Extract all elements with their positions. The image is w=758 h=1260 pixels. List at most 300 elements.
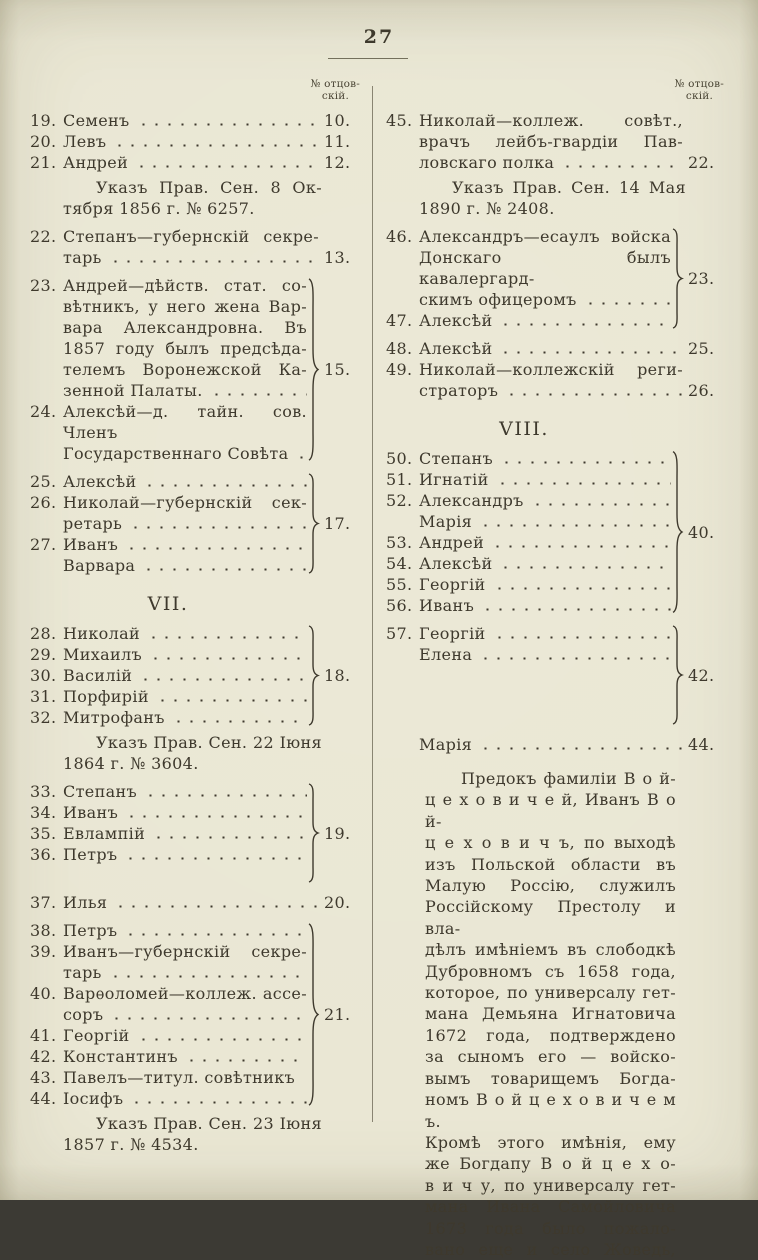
- father-ref-number: 13.: [324, 248, 351, 267]
- entry-text: Алексѣй: [419, 339, 493, 358]
- entries-block: [30, 920, 362, 1109]
- dot-leader: [500, 448, 671, 469]
- paragraph-line: же Богдапу В о й ц е х о-: [425, 1154, 676, 1174]
- entry-group: [386, 623, 726, 727]
- decree-note-line: 1890 г. № 2408.: [419, 199, 555, 218]
- entry-line: [30, 707, 307, 728]
- entries-block: [386, 226, 726, 331]
- entry-line: [386, 310, 671, 331]
- dot-leader: [295, 443, 307, 464]
- group-brace-icon: [307, 623, 319, 728]
- entry-number: 40.: [30, 984, 57, 1003]
- entry-group: [386, 359, 726, 401]
- entry-number: 33.: [30, 782, 57, 801]
- entry-text: Алексѣй: [419, 311, 493, 330]
- entry-lines: [30, 781, 307, 885]
- dot-leader: [109, 962, 307, 983]
- paragraph-line: Дубровномъ съ 1658 года,: [425, 961, 676, 981]
- entry-text: Іосифъ: [63, 1089, 124, 1108]
- entry-line: [30, 443, 307, 464]
- entry-text: Георгій: [419, 624, 486, 643]
- entry-line: [30, 131, 362, 152]
- entry-group: [30, 920, 362, 1109]
- group-brace-icon: [307, 920, 319, 1109]
- entry-group: [386, 734, 726, 755]
- entry-text: Марія: [419, 735, 473, 754]
- entry-text: Николай—губернскій сек-: [63, 493, 307, 512]
- entry-text: Иванъ: [419, 596, 475, 615]
- entry-number: 25.: [30, 472, 57, 491]
- group-brace-icon: [307, 471, 319, 576]
- entry-line: [30, 665, 307, 686]
- father-ref-number: 20.: [324, 893, 351, 912]
- dot-leader: [124, 844, 307, 865]
- entry-lines: [30, 226, 362, 268]
- entry-number: 54.: [386, 554, 413, 573]
- entry-line: [386, 644, 671, 665]
- entry-text: ловскаго полка: [419, 153, 555, 172]
- entry-text: Петръ: [63, 845, 118, 864]
- entry-line: [30, 296, 307, 317]
- entry-text: Донскаго былъ кавалергард-: [419, 248, 671, 288]
- paragraph-line: в и ч у, по универсалу гет-: [425, 1175, 676, 1195]
- decree-note-line: 1864 г. № 3604.: [63, 754, 199, 773]
- entry-text: Николай—коллежскій реги-: [419, 360, 683, 379]
- entry-text: Степанъ: [419, 449, 494, 468]
- entry-line: [30, 941, 307, 962]
- entry-lines: [30, 920, 307, 1109]
- entry-group: [30, 152, 362, 173]
- narrative-paragraph: [425, 768, 676, 1260]
- group-brace-icon: [307, 275, 319, 464]
- entry-text: ретарь: [63, 514, 123, 533]
- dot-leader: [491, 532, 671, 553]
- entry-line: [30, 823, 307, 844]
- entry-text: Степанъ—губернскій секре-: [63, 227, 319, 246]
- entry-line: [30, 492, 307, 513]
- entry-line: [386, 338, 726, 359]
- father-ref-number: 15.: [324, 360, 351, 379]
- entry-text: тарь: [63, 963, 102, 982]
- dot-leader: [113, 131, 319, 152]
- entry-lines: [386, 623, 671, 727]
- dot-leader: [493, 574, 671, 595]
- entry-line: [30, 623, 307, 644]
- entry-line: [386, 553, 671, 574]
- right-column-header: [386, 78, 726, 102]
- entry-text: Степанъ: [63, 782, 138, 801]
- entry-number: 46.: [386, 227, 413, 246]
- paragraph-line: номъ В о й ц е х о в и ч е м ъ.: [425, 1090, 676, 1131]
- entry-text: Порфирій: [63, 687, 149, 706]
- entry-text: Алексѣй: [63, 472, 137, 491]
- entry-line: [386, 247, 671, 289]
- entry-number: [386, 734, 419, 755]
- entry-line: [30, 1004, 307, 1025]
- generation-heading: VII.: [147, 593, 189, 615]
- entry-text: Государственнаго Совѣта: [63, 444, 289, 463]
- entry-line: [386, 131, 726, 152]
- decree-note-line: Указъ Прав. Сен. 23 Іюня: [96, 1114, 322, 1133]
- dot-leader: [479, 511, 671, 532]
- father-ref-number: 26.: [688, 381, 715, 400]
- paragraph-line: ц е х о в и ч ъ, по выходѣ: [425, 833, 676, 853]
- entry-number: 47.: [386, 311, 413, 330]
- entry-text: Семенъ: [63, 111, 130, 130]
- entry-number: 41.: [30, 1026, 57, 1045]
- entries-block: [30, 226, 362, 268]
- left-column-header: [30, 78, 362, 102]
- decree-note: [63, 732, 322, 774]
- entry-lines: [386, 448, 671, 616]
- entry-number: 22.: [30, 227, 57, 246]
- father-ref-number: [319, 226, 362, 247]
- entry-line: [386, 490, 671, 511]
- entries-block: [30, 623, 362, 728]
- right-column: [386, 78, 726, 1260]
- entry-text: Иванъ: [63, 535, 119, 554]
- paragraph-line: дѣлъ имѣніемъ въ слободкѣ: [425, 940, 676, 960]
- group-brace-icon: [671, 226, 683, 331]
- paragraph-line: мана Ивана Самойловича: [425, 1197, 676, 1217]
- father-ref-number: 21.: [324, 1005, 351, 1024]
- dot-leader: [143, 471, 307, 492]
- column-header-line2: скій.: [321, 90, 349, 102]
- entry-line: [30, 1025, 307, 1046]
- paragraph-line: вано еще и село Жоведь,: [425, 1239, 676, 1259]
- entry-line: [30, 686, 307, 707]
- entry-line: [30, 534, 307, 555]
- entry-text: Павелъ—титул. совѣтникъ: [63, 1068, 296, 1087]
- group-brace-icon: [307, 781, 319, 885]
- entry-line: [30, 555, 307, 576]
- entry-number: 34.: [30, 803, 57, 822]
- group-brace-icon: [671, 623, 683, 727]
- dot-leader: [152, 823, 307, 844]
- dot-leader: [130, 1088, 307, 1109]
- paragraph-line: Предокъ фамиліи В о й-: [461, 769, 676, 788]
- entry-line: [386, 734, 726, 755]
- entry-number: 26.: [30, 493, 57, 512]
- entry-number: 38.: [30, 921, 57, 940]
- entry-line: [30, 247, 362, 268]
- entry-number: [30, 962, 63, 983]
- entry-text: Михаилъ: [63, 645, 143, 664]
- entry-lines: [30, 471, 307, 576]
- entry-line: [386, 532, 671, 553]
- entry-number: 49.: [386, 360, 413, 379]
- dot-leader: [124, 920, 307, 941]
- entries-block: [386, 338, 726, 401]
- entry-text: Петръ: [63, 921, 118, 940]
- dot-leader: [114, 892, 319, 913]
- entry-text: Николай: [63, 624, 141, 643]
- entry-line: [386, 469, 671, 490]
- dot-leader: [561, 152, 683, 173]
- entry-line: [386, 359, 726, 380]
- entry-line: [386, 380, 726, 401]
- entry-number: [30, 247, 63, 268]
- dot-leader: [137, 110, 319, 131]
- entry-text: Левъ: [63, 132, 107, 151]
- entry-line: [30, 1088, 307, 1109]
- dot-leader: [210, 380, 307, 401]
- entry-line: [30, 513, 307, 534]
- entries-block: [386, 448, 726, 616]
- dot-leader: [493, 623, 671, 644]
- entry-group: [386, 448, 726, 616]
- entry-line: [30, 338, 307, 359]
- entry-line: [30, 401, 307, 443]
- paragraph-line: изъ Польской области въ: [425, 854, 676, 874]
- father-ref-number: 23.: [688, 269, 715, 288]
- entry-line: [386, 623, 671, 644]
- decree-note-line: 1857 г. № 4534.: [63, 1135, 199, 1154]
- dot-leader: [135, 152, 319, 173]
- entry-number: [386, 131, 419, 152]
- entry-number: 48.: [386, 339, 413, 358]
- entry-text: Александръ—есаулъ войска: [419, 227, 671, 246]
- decree-note: [63, 1113, 322, 1155]
- entry-line: [30, 644, 307, 665]
- entry-lines: [386, 338, 726, 359]
- entry-number: 30.: [30, 666, 57, 685]
- entry-number: 37.: [30, 893, 57, 912]
- entry-group: [386, 338, 726, 359]
- dot-leader: [172, 707, 307, 728]
- dot-leader: [129, 513, 307, 534]
- father-ref-number: 25.: [688, 339, 715, 358]
- entry-line: [30, 844, 307, 865]
- entry-number: 23.: [30, 276, 57, 295]
- dot-leader: [479, 734, 683, 755]
- entry-text: Константинъ: [63, 1047, 178, 1066]
- paragraph-line: которое, по универсалу гет-: [425, 983, 676, 1003]
- entry-number: [386, 511, 419, 532]
- paragraph-line: 1673 года было пожало-: [425, 1218, 676, 1238]
- dot-leader: [156, 686, 307, 707]
- entry-number: [386, 289, 419, 310]
- entry-text: Марія: [419, 512, 473, 531]
- entries-block: [30, 110, 362, 173]
- entry-text: вѣтникъ, у него жена Вар-: [63, 297, 307, 316]
- entry-line: [30, 380, 307, 401]
- entry-number: 53.: [386, 533, 413, 552]
- dot-leader: [137, 1025, 307, 1046]
- entry-text: скимъ офицеромъ: [419, 290, 577, 309]
- entry-line: [30, 359, 307, 380]
- entry-text: Василій: [63, 666, 133, 685]
- entry-lines: [386, 359, 726, 401]
- entry-text: Александръ: [419, 491, 524, 510]
- entry-number: 27.: [30, 535, 57, 554]
- entry-line: [386, 595, 671, 616]
- entry-group: [30, 131, 362, 152]
- entry-lines: [30, 623, 307, 728]
- entry-number: 55.: [386, 575, 413, 594]
- dot-leader: [584, 289, 671, 310]
- entry-number: [30, 359, 63, 380]
- group-brace-icon: [671, 448, 683, 616]
- entry-number: [30, 1004, 63, 1025]
- entry-text: Андрей: [419, 533, 485, 552]
- dot-leader: [110, 1004, 307, 1025]
- entry-number: [30, 296, 63, 317]
- entry-line: [386, 226, 671, 247]
- generation-heading: VIII.: [499, 418, 549, 440]
- dot-leader: [144, 781, 307, 802]
- father-ref-number: 10.: [324, 111, 351, 130]
- entry-line: [30, 1067, 307, 1088]
- decree-note-line: Указъ Прав. Сен. 22 Іюня: [96, 733, 322, 752]
- entry-lines: [386, 734, 726, 755]
- entry-group: [30, 110, 362, 131]
- paragraph-line: за сыномъ его — войско-: [425, 1047, 676, 1067]
- decree-note: [419, 177, 686, 219]
- dot-leader: [531, 490, 671, 511]
- dot-leader: [481, 595, 671, 616]
- entry-text: соръ: [63, 1005, 104, 1024]
- column-divider-rule: [372, 86, 373, 1122]
- father-ref-number: [683, 359, 726, 380]
- father-ref-number: 11.: [324, 132, 351, 151]
- entry-text: Варвара: [63, 556, 136, 575]
- entry-number: [386, 152, 419, 173]
- entry-text: Алексѣй—д. тайн. сов. Членъ: [63, 402, 307, 442]
- entry-line: [30, 802, 307, 823]
- column-header-line1: № отцов-: [674, 78, 724, 90]
- father-ref-number: [683, 110, 726, 131]
- entry-number: 36.: [30, 845, 57, 864]
- dot-leader: [499, 553, 671, 574]
- column-header-line1: № отцов-: [310, 78, 360, 90]
- entry-number: 21.: [30, 153, 57, 172]
- entry-number: 24.: [30, 402, 57, 421]
- entry-line: [30, 1046, 307, 1067]
- decree-note-line: тября 1856 г. № 6257.: [63, 199, 255, 218]
- entry-text: Георгій: [63, 1026, 130, 1045]
- paragraph-line: Малую Россію, служилъ: [425, 876, 676, 896]
- dot-leader: [149, 644, 307, 665]
- paragraph-line: мана Демьяна Игнатовича: [425, 1004, 676, 1024]
- entry-line: [30, 781, 307, 802]
- entry-number: 29.: [30, 645, 57, 664]
- entry-line: [30, 226, 362, 247]
- entries-block: [30, 471, 362, 576]
- entry-number: [386, 644, 419, 665]
- entry-line: [30, 152, 362, 173]
- dot-leader: [496, 469, 671, 490]
- entry-number: 51.: [386, 470, 413, 489]
- entries-block: [386, 623, 726, 727]
- entry-number: 31.: [30, 687, 57, 706]
- entry-lines: [386, 226, 671, 331]
- dot-leader: [139, 665, 307, 686]
- entry-line: [386, 152, 726, 173]
- entry-number: [386, 247, 419, 289]
- dot-leader: [499, 338, 683, 359]
- entry-group: [30, 781, 362, 885]
- dot-leader: [147, 623, 307, 644]
- entry-line: [386, 574, 671, 595]
- entry-number: [30, 338, 63, 359]
- entry-number: 43.: [30, 1068, 57, 1087]
- entry-text: Евлампій: [63, 824, 146, 843]
- entry-line: [386, 448, 671, 469]
- entry-line: [30, 471, 307, 492]
- entry-number: [386, 380, 419, 401]
- entry-text: вара Александровна. Въ: [63, 318, 307, 337]
- father-ref-number: 18.: [324, 666, 351, 685]
- entry-number: 32.: [30, 708, 57, 727]
- entry-group: [30, 275, 362, 464]
- page-number-rule: [328, 58, 408, 59]
- entry-number: [30, 443, 63, 464]
- entry-number: [30, 555, 63, 576]
- entry-text: Николай—коллеж. совѣт.,: [419, 111, 683, 130]
- entry-group: [386, 110, 726, 173]
- entries-block: [386, 734, 726, 755]
- dot-leader: [125, 802, 307, 823]
- entry-line: [30, 920, 307, 941]
- paragraph-line: ц е х о в и ч е й, Иванъ В о й-: [425, 790, 676, 831]
- entry-text: Андрей—дѣйств. стат. со-: [63, 276, 307, 295]
- column-header-line2: скій.: [685, 90, 713, 102]
- dot-leader: [185, 1046, 307, 1067]
- entry-number: 52.: [386, 491, 413, 510]
- decree-note: [63, 177, 322, 219]
- entry-text: зенной Палаты.: [63, 381, 203, 400]
- entry-text: Варѳоломей—коллеж. ассе-: [63, 984, 307, 1003]
- entry-number: 19.: [30, 111, 57, 130]
- entry-text: тарь: [63, 248, 102, 267]
- dot-leader: [109, 247, 319, 268]
- entry-number: 57.: [386, 624, 413, 643]
- entry-text: Митрофанъ: [63, 708, 165, 727]
- entry-group: [30, 226, 362, 268]
- entry-text: Илья: [63, 893, 108, 912]
- entry-line: [386, 110, 726, 131]
- paragraph-line: 1672 года, подтверждено: [425, 1025, 676, 1045]
- entry-text: телемъ Воронежской Ка-: [63, 360, 307, 379]
- dot-leader: [499, 310, 671, 331]
- paragraph-line: Россійскому Престолу и вла-: [425, 897, 676, 938]
- father-ref-number: 22.: [688, 153, 715, 172]
- dot-leader: [125, 534, 307, 555]
- entry-number: [30, 317, 63, 338]
- entry-lines: [30, 152, 362, 173]
- entry-text: Иванъ: [63, 803, 119, 822]
- entry-lines: [30, 131, 362, 152]
- entries-block: [386, 110, 726, 173]
- page-number: 27: [363, 26, 395, 48]
- entry-text: врачъ лейбъ-гвардіи Пав-: [419, 132, 683, 151]
- entry-group: [30, 623, 362, 728]
- entry-text: 1857 году былъ предсѣда-: [63, 339, 307, 358]
- right-column-body: [386, 110, 726, 1260]
- father-ref-number: 42.: [688, 665, 715, 685]
- decree-note-line: Указъ Прав. Сен. 8 Ок-: [96, 178, 322, 197]
- entry-number: 45.: [386, 111, 413, 130]
- decree-note-line: Указъ Прав. Сен. 14 Мая: [452, 178, 686, 197]
- entry-lines: [30, 110, 362, 131]
- entry-line: [30, 275, 307, 296]
- father-ref-number: 44.: [688, 735, 715, 754]
- father-ref-number: [683, 131, 726, 152]
- father-ref-number: 12.: [324, 153, 351, 172]
- entries-block: [30, 275, 362, 464]
- entry-number: 50.: [386, 449, 413, 468]
